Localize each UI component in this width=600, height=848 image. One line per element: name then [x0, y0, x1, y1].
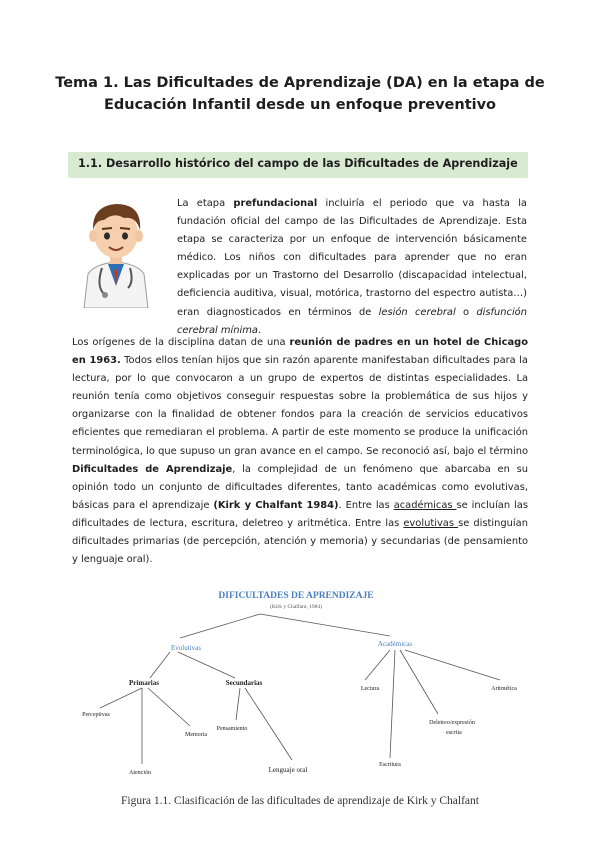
diagram-connectors [100, 614, 500, 764]
node-secundarias: Secundarias [225, 679, 263, 687]
node-pensamiento: Pensamiento [216, 726, 248, 732]
node-deletreo-line2: escrita [446, 730, 462, 736]
figure-caption: Figura 1.1. Clasificación de las dificultades de aprendizaje de Kirk y Chalfant [121, 795, 479, 807]
node-memoria: Memoria [185, 732, 207, 738]
node-evolutivas: Evolutivas [171, 644, 201, 652]
node-lectura: Lectura [360, 686, 380, 692]
node-atencion: Atención [129, 770, 151, 776]
diagram-title: DIFICULTADES DE APRENDIZAJE [218, 591, 374, 601]
title-line-2: Educación Infantil desde un enfoque preventivo [103, 97, 497, 113]
diagram-subtitle: (Kirk y Chalfant, 1984) [270, 604, 322, 610]
node-perceptivas: Perceptivas [82, 712, 110, 718]
paragraph-prefundacional: La etapa prefundacional incluiría el periodo que va hasta la fundación oficial del campo de las Dificultades de Aprendizaje. Esta etapa se caracteriza por un enfoque de intervención básicamente médico. Los niños con dificultades para aprender que no eran explicadas por un Trastorno del Desarrollo (discapacidad intelectual, deficiencia auditiva, visual, motórica, trastorno del espectro autista…) eran diagnosticados en términos de lesión cerebral o disfunción cerebral mínima. [177, 198, 527, 336]
doctor-illustration [66, 190, 166, 308]
document-title [40, 72, 560, 116]
node-escritura: Escritura [379, 762, 401, 768]
node-primarias: Primarias [129, 679, 159, 687]
paragraph-origenes: Los orígenes de la disciplina datan de una reunión de padres en un hotel de Chicago en 1963. Todos ellos tenían hijos que sin razón aparente manifestaban dificultades para la lectura, por lo que convocaron a un grupo de expertos de distintas especialidades. La reunión tenía como objetivos conseguir respuestas sobre la problemática de sus hijos y organizarse con la finalidad de obtener fondos para la creación de servicios educativos eficientes que remediaran el problema. A partir de este momento se produce la unificación terminológica, lo que supuso un gran avance en el campo. Se reconoció así, bajo el término Dificultades de Aprendizaje, la complejidad de un fenómeno que abarcaba en su opinión todo un conjunto de dificultades diferentes, tanto académicas como evolutivas, básicas para el aprendizaje (Kirk y Chalfant 1984). Entre las académicas se incluían las dificultades de lectura, escritura, deletreo y aritmética. Entre las evolutivas se distinguían dificultades primarias (de percepción, atención y memoria) y secundarias (de pensamiento y lenguaje oral). [72, 337, 528, 566]
node-lenguaje-oral: Lenguaje oral [268, 766, 308, 774]
title-line-1: Tema 1. Las Dificultades de Aprendizaje (DA) en la etapa de [55, 75, 545, 91]
node-aritmetica: Aritmética [491, 686, 517, 692]
section-heading: 1.1. Desarrollo histórico del campo de las Dificultades de Aprendizaje [78, 157, 518, 170]
node-academicas: Académicas [377, 640, 413, 648]
section-heading-bar [68, 152, 528, 178]
node-deletreo-line1: Deletreo/expresión [429, 720, 475, 726]
da-classification-diagram [60, 580, 540, 800]
